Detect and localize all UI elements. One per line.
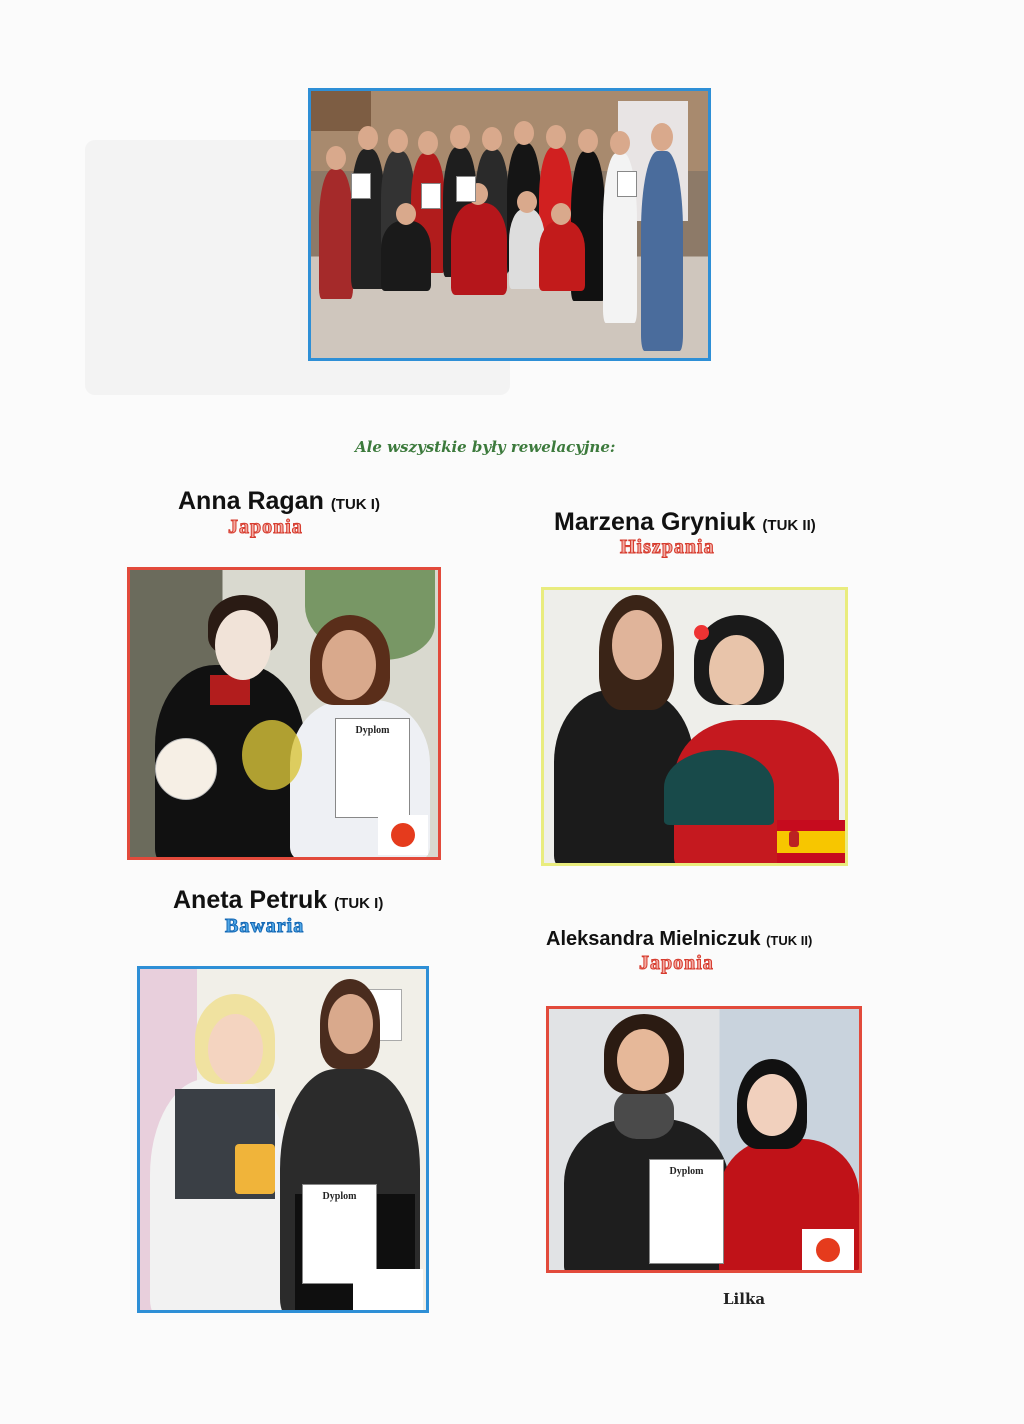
spain-flag [777, 820, 847, 864]
japan-flag [378, 815, 428, 855]
participant-name [173, 886, 383, 915]
participant-name [178, 487, 380, 516]
participant-class: (TUK I) [330, 496, 380, 513]
participant-name-text: Aleksandra Mielniczuk [546, 928, 761, 950]
participant-name-text: Anna Ragan [178, 487, 324, 515]
participant-country: Japonia [639, 952, 714, 974]
participant-class: (TUK II) [766, 933, 813, 948]
subtitle: Ale wszystkie były rewelacyjne: [355, 438, 616, 456]
diploma-label: Dyplom [355, 725, 390, 736]
participant-name [546, 928, 812, 951]
participant-photo [137, 966, 429, 1313]
diploma-label: Dyplom [669, 1166, 704, 1177]
participant-name-text: Marzena Gryniuk [554, 508, 756, 536]
participant-photo [546, 1006, 862, 1273]
participant-class: (TUK I) [334, 895, 384, 912]
japan-flag [802, 1229, 854, 1271]
bavaria-flag [353, 1269, 423, 1311]
group-photo [308, 88, 711, 361]
participant-photo [541, 587, 848, 866]
diploma-label: Dyplom [322, 1191, 357, 1202]
participant-photo [127, 567, 441, 860]
participant-country: Bawaria [225, 915, 305, 937]
participant-country: Hiszpania [620, 536, 715, 558]
participant-name-text: Aneta Petruk [173, 886, 328, 914]
author-signature: Lilka [723, 1290, 766, 1308]
participant-class: (TUK II) [762, 517, 816, 534]
participant-name [554, 508, 816, 537]
participant-country: Japonia [228, 516, 303, 538]
